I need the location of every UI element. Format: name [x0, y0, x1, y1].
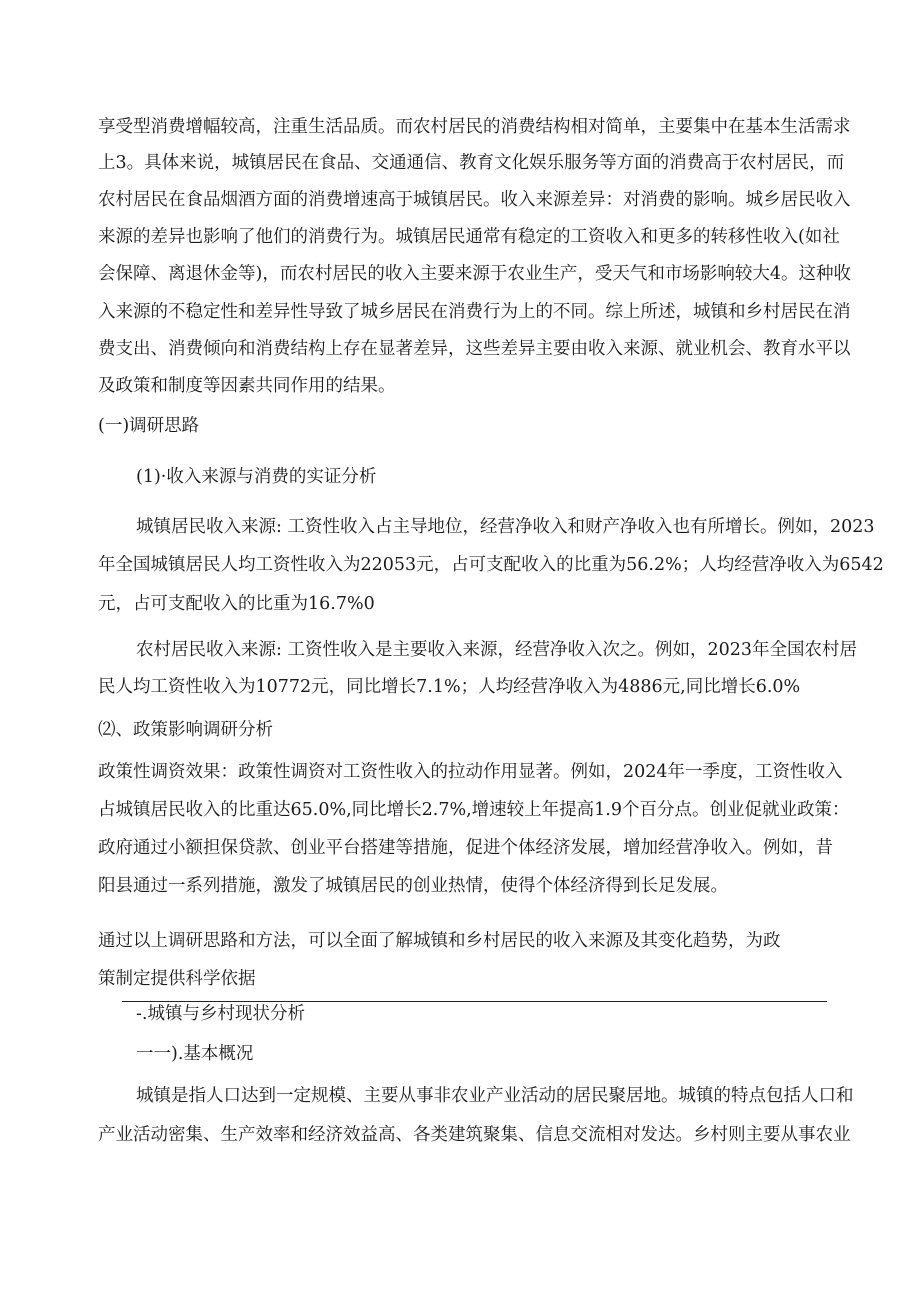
text-line: 来源的差异也影响了他们的消费行为。城镇居民通常有稳定的工资收入和更多的转移性收入(如社 [98, 227, 840, 247]
text-line: 政策性调资效果：政策性调资对工资性收入的拉动作用显著。例如，2024年一季度，工资性收入 [98, 762, 843, 782]
text-line: 城镇是指人口达到一定规模、主要从事非农业产业活动的居民聚居地。城镇的特点包括人口和 [136, 1086, 854, 1106]
text-line: 及政策和制度等因素共同作用的结果。 [98, 376, 396, 396]
text-line: 民人均工资性收入为10772元，同比增长7.1%；人均经营净收入为4886元,同比增长6.0% [98, 677, 801, 697]
section-heading: ⑵、政策影响调研分析 [98, 720, 273, 740]
text-line: 享受型消费增幅较高，注重生活品质。而农村居民的消费结构相对简单，主要集中在基本生活需求 [98, 117, 851, 137]
text-line: 阳县通过一系列措施，激发了城镇居民的创业热情，使得个体经济得到长足发展。 [98, 876, 728, 896]
text-line: 政府通过小额担保贷款、创业平台搭建等措施，促进个体经济发展，增加经营净收入。例如，昔 [98, 838, 833, 858]
text-line: 农村居民收入来源: 工资性收入是主要收入来源，经营净收入次之。例如，2023年全国农村居 [136, 640, 857, 660]
text-line: 占城镇居民收入的比重达65.0%,同比增长2.7%,增速较上年提高1.9个百分点。创业促就业政策： [98, 800, 850, 820]
text-line: 产业活动密集、生产效率和经济效益高、各类建筑聚集、信息交流相对发达。乡村则主要从事农业 [98, 1125, 851, 1145]
section-heading: (一)调研思路 [98, 416, 200, 436]
text-line: 城镇居民收入来源: 工资性收入占主导地位，经营净收入和财产净收入也有所增长。例如，2023 [136, 517, 875, 537]
chapter-heading: -.城镇与乡村现状分析 [136, 1004, 305, 1024]
text-line: 年全国城镇居民人均工资性收入为22053元，占可支配收入的比重为56.2%；人均经营净收入为6542 [98, 555, 884, 575]
text-line: 策制定提供科学依据 [98, 969, 256, 989]
text-line: 会保障、离退休金等)，而农村居民的收入主要来源于农业生产，受天气和市场影响较大4。这种收 [98, 264, 851, 284]
text-line: 元，占可支配收入的比重为16.7%0 [98, 594, 375, 614]
text-line: 入来源的不稳定性和差异性导致了城乡居民在消费行为上的不同。综上所述，城镇和乡村居民在消 [98, 302, 851, 322]
text-line: 费支出、消费倾向和消费结构上存在显著差异，这些差异主要由收入来源、就业机会、教育水平以 [98, 339, 851, 359]
section-heading: 一一).基本概况 [136, 1044, 254, 1064]
text-line: 农村居民在食品烟酒方面的消费增速高于城镇居民。收入来源差异：对消费的影响。城乡居民收入 [98, 190, 851, 210]
subsection-heading: (1)·收入来源与消费的实证分析 [136, 467, 377, 487]
text-line: 通过以上调研思路和方法，可以全面了解城镇和乡村居民的收入来源及其变化趋势，为政 [98, 931, 781, 951]
text-line: 上3。具体来说，城镇居民在食品、交通通信、教育文化娱乐服务等方面的消费高于农村居民，而 [98, 153, 845, 173]
